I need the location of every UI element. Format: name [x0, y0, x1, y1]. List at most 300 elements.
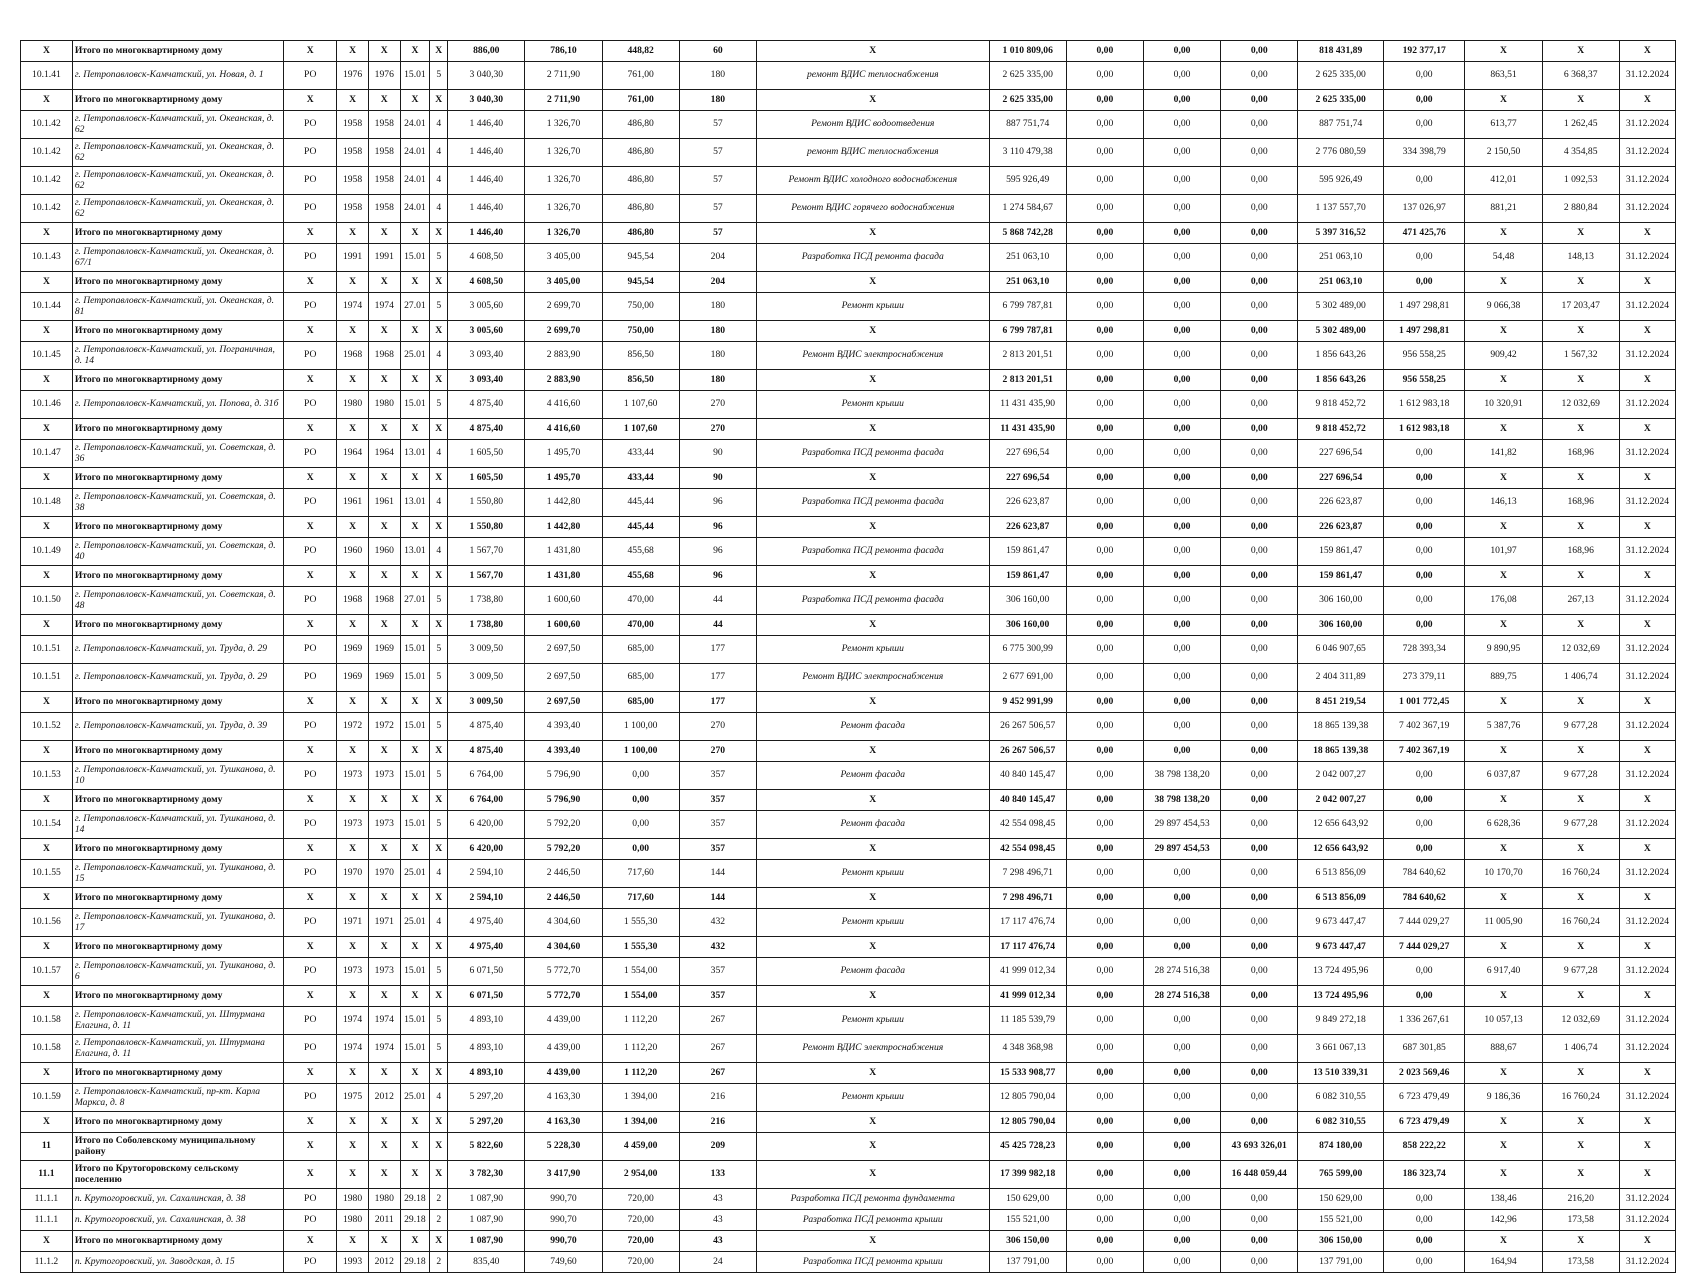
cell-cost-per-sqm: X	[1465, 986, 1542, 1007]
cell-municipal-budget: 0,00	[1221, 321, 1298, 342]
cell-total-area: 1 567,70	[448, 538, 525, 566]
cell-year-built: X	[337, 790, 369, 811]
cell-total-area: 835,40	[448, 1252, 525, 1273]
cell-max-cost-per-sqm: 16 760,24	[1542, 909, 1619, 937]
cell-residents: 96	[679, 538, 756, 566]
cell-total-cost: 42 554 098,45	[989, 839, 1066, 860]
cell-total-area: 4 893,10	[448, 1035, 525, 1063]
cell-year-built: 1973	[337, 762, 369, 790]
cell-deadline: X	[1619, 741, 1675, 762]
cell-number: X	[21, 888, 73, 909]
cell-work-type: X	[756, 517, 989, 538]
cell-regional-budget: 0,00	[1143, 195, 1220, 223]
cell-residents: 270	[679, 391, 756, 419]
cell-total-cost: 1 274 584,67	[989, 195, 1066, 223]
cell-other-funds: 956 558,25	[1384, 370, 1465, 391]
cell-work-type: X	[756, 615, 989, 636]
cell-work-type: X	[756, 468, 989, 489]
cell-max-cost-per-sqm: 12 032,69	[1542, 636, 1619, 664]
cell-federal-fund: 0,00	[1066, 272, 1143, 293]
cell-federal-fund: 0,00	[1066, 1007, 1143, 1035]
cell-number: 10.1.53	[21, 762, 73, 790]
cell-cost-per-sqm: 909,42	[1465, 342, 1542, 370]
cell-work-type: X	[756, 419, 989, 440]
cell-address: г. Петропавловск-Камчатский, ул. Тушканова, д. 6	[72, 958, 284, 986]
cell-number: 10.1.42	[21, 111, 73, 139]
cell-floors: 5	[430, 762, 448, 790]
cell-residential-area: 4 416,60	[525, 419, 602, 440]
cell-year-renovated: X	[368, 692, 400, 713]
cell-year-renovated: 2012	[368, 1252, 400, 1273]
cell-owner: X	[284, 986, 337, 1007]
cell-residents: 432	[679, 937, 756, 958]
cell-regional-budget: 0,00	[1143, 566, 1220, 587]
cell-owner-funds: 306 160,00	[1298, 587, 1384, 615]
cell-residential-area: 4 393,40	[525, 741, 602, 762]
cell-municipal-budget: 0,00	[1221, 391, 1298, 419]
cell-regional-budget: 0,00	[1143, 713, 1220, 741]
cell-deadline: X	[1619, 1133, 1675, 1161]
cell-federal-fund: 0,00	[1066, 517, 1143, 538]
cell-federal-fund: 0,00	[1066, 41, 1143, 62]
cell-floors: 5	[430, 811, 448, 839]
cell-year-renovated: X	[368, 468, 400, 489]
cell-deadline: 31.12.2024	[1619, 664, 1675, 692]
cell-year-built: 1968	[337, 342, 369, 370]
cell-address: г. Петропавловск-Камчатский, ул. Штурмана Елагина, д. 11	[72, 1035, 284, 1063]
cell-cost-per-sqm: 10 320,91	[1465, 391, 1542, 419]
cell-floors: 4	[430, 440, 448, 468]
cell-max-cost-per-sqm: 267,13	[1542, 587, 1619, 615]
cell-address: г. Петропавловск-Камчатский, ул. Тушканова, д. 14	[72, 811, 284, 839]
cell-municipal-budget: 16 448 059,44	[1221, 1161, 1298, 1189]
cell-residential-area: 990,70	[525, 1231, 602, 1252]
cell-municipal-budget: 43 693 326,01	[1221, 1133, 1298, 1161]
cell-work-type: ремонт ВДИС теплоснабжения	[756, 139, 989, 167]
cell-floors: X	[430, 419, 448, 440]
cell-municipal-budget: 0,00	[1221, 664, 1298, 692]
cell-year-renovated: X	[368, 1063, 400, 1084]
cell-owner: X	[284, 615, 337, 636]
cell-common-area: 1 555,30	[602, 937, 679, 958]
cell-municipal-budget: 0,00	[1221, 1035, 1298, 1063]
cell-other-funds: 0,00	[1384, 958, 1465, 986]
cell-residents: 180	[679, 90, 756, 111]
cell-wall-type: 29.18	[400, 1252, 430, 1273]
cell-work-type: Ремонт ВДИС электроснабжения	[756, 342, 989, 370]
cell-residents: 204	[679, 272, 756, 293]
cell-number: 10.1.48	[21, 489, 73, 517]
cell-residents: 180	[679, 293, 756, 321]
cell-address: Итого по многоквартирному дому	[72, 41, 284, 62]
table-row	[21, 1084, 1676, 1112]
cell-work-type: X	[756, 90, 989, 111]
cell-year-built: X	[337, 888, 369, 909]
cell-other-funds: 784 640,62	[1384, 888, 1465, 909]
cell-deadline: X	[1619, 272, 1675, 293]
cell-municipal-budget: 0,00	[1221, 1007, 1298, 1035]
cell-total-cost: 251 063,10	[989, 244, 1066, 272]
cell-other-funds: 0,00	[1384, 1252, 1465, 1273]
cell-wall-type: X	[400, 1063, 430, 1084]
cell-wall-type: X	[400, 517, 430, 538]
cell-owner: РО	[284, 664, 337, 692]
cell-residents: 96	[679, 489, 756, 517]
cell-total-cost: 137 791,00	[989, 1252, 1066, 1273]
table-row	[21, 293, 1676, 321]
cell-deadline: 31.12.2024	[1619, 342, 1675, 370]
cell-municipal-budget: 0,00	[1221, 1231, 1298, 1252]
cell-residential-area: 1 326,70	[525, 139, 602, 167]
cell-max-cost-per-sqm: 216,20	[1542, 1189, 1619, 1210]
cell-municipal-budget: 0,00	[1221, 1210, 1298, 1231]
cell-regional-budget: 0,00	[1143, 111, 1220, 139]
cell-total-area: 6 764,00	[448, 762, 525, 790]
table-row	[21, 342, 1676, 370]
cell-regional-budget: 0,00	[1143, 1007, 1220, 1035]
cell-residents: 209	[679, 1133, 756, 1161]
cell-federal-fund: 0,00	[1066, 419, 1143, 440]
cell-number: 10.1.42	[21, 139, 73, 167]
cell-other-funds: 0,00	[1384, 489, 1465, 517]
cell-total-cost: 45 425 728,23	[989, 1133, 1066, 1161]
cell-residents: 177	[679, 664, 756, 692]
cell-cost-per-sqm: 10 057,13	[1465, 1007, 1542, 1035]
cell-residents: 43	[679, 1189, 756, 1210]
cell-number: 11	[21, 1133, 73, 1161]
cell-other-funds: 0,00	[1384, 790, 1465, 811]
cell-work-type: X	[756, 1161, 989, 1189]
cell-floors: X	[430, 223, 448, 244]
cell-year-renovated: 1974	[368, 293, 400, 321]
cell-owner: РО	[284, 1189, 337, 1210]
cell-federal-fund: 0,00	[1066, 440, 1143, 468]
cell-owner: РО	[284, 636, 337, 664]
cell-municipal-budget: 0,00	[1221, 111, 1298, 139]
cell-work-type: Ремонт ВДИС электроснабжения	[756, 1035, 989, 1063]
cell-federal-fund: 0,00	[1066, 909, 1143, 937]
cell-deadline: 31.12.2024	[1619, 909, 1675, 937]
cell-common-area: 685,00	[602, 664, 679, 692]
cell-residential-area: 5 792,20	[525, 811, 602, 839]
cell-cost-per-sqm: 142,96	[1465, 1210, 1542, 1231]
cell-number: 10.1.42	[21, 167, 73, 195]
cell-regional-budget: 0,00	[1143, 139, 1220, 167]
cell-cost-per-sqm: X	[1465, 1161, 1542, 1189]
cell-floors: X	[430, 272, 448, 293]
cell-municipal-budget: 0,00	[1221, 937, 1298, 958]
cell-owner: РО	[284, 62, 337, 90]
cell-year-renovated: 1958	[368, 195, 400, 223]
cell-other-funds: 0,00	[1384, 1210, 1465, 1231]
cell-floors: 5	[430, 1007, 448, 1035]
cell-wall-type: 15.01	[400, 958, 430, 986]
cell-deadline: 31.12.2024	[1619, 139, 1675, 167]
cell-residential-area: 4 439,00	[525, 1063, 602, 1084]
table-row	[21, 1210, 1676, 1231]
cell-number: 10.1.47	[21, 440, 73, 468]
cell-year-renovated: X	[368, 517, 400, 538]
cell-owner-funds: 227 696,54	[1298, 440, 1384, 468]
cell-work-type: X	[756, 888, 989, 909]
cell-common-area: 1 554,00	[602, 958, 679, 986]
cell-floors: 4	[430, 909, 448, 937]
total-row	[21, 517, 1676, 538]
cell-residents: 43	[679, 1231, 756, 1252]
cell-total-area: 4 608,50	[448, 244, 525, 272]
cell-floors: X	[430, 1231, 448, 1252]
cell-wall-type: 25.01	[400, 909, 430, 937]
cell-residents: 57	[679, 167, 756, 195]
cell-other-funds: 0,00	[1384, 440, 1465, 468]
cell-total-cost: 5 868 742,28	[989, 223, 1066, 244]
cell-common-area: 486,80	[602, 111, 679, 139]
cell-work-type: Разработка ПСД ремонта крыши	[756, 1210, 989, 1231]
cell-year-renovated: 1972	[368, 713, 400, 741]
cell-residents: 357	[679, 811, 756, 839]
cell-number: 11.1.1	[21, 1189, 73, 1210]
table-row	[21, 587, 1676, 615]
cell-floors: X	[430, 888, 448, 909]
cell-year-renovated: 1980	[368, 1189, 400, 1210]
cell-wall-type: X	[400, 566, 430, 587]
cell-wall-type: 25.01	[400, 1084, 430, 1112]
cell-other-funds: 0,00	[1384, 839, 1465, 860]
cell-owner-funds: 887 751,74	[1298, 111, 1384, 139]
cell-owner-funds: 9 818 452,72	[1298, 419, 1384, 440]
total-row	[21, 272, 1676, 293]
cell-owner-funds: 1 856 643,26	[1298, 370, 1384, 391]
cell-floors: X	[430, 517, 448, 538]
cell-owner: РО	[284, 391, 337, 419]
cell-common-area: 486,80	[602, 167, 679, 195]
cell-max-cost-per-sqm: 9 677,28	[1542, 958, 1619, 986]
cell-owner-funds: 12 656 643,92	[1298, 811, 1384, 839]
cell-municipal-budget: 0,00	[1221, 244, 1298, 272]
cell-residents: 180	[679, 321, 756, 342]
cell-municipal-budget: 0,00	[1221, 692, 1298, 713]
cell-deadline: X	[1619, 790, 1675, 811]
cell-owner-funds: 765 599,00	[1298, 1161, 1384, 1189]
cell-year-built: 1980	[337, 391, 369, 419]
table-row	[21, 62, 1676, 90]
cell-year-renovated: 1974	[368, 1035, 400, 1063]
cell-owner-funds: 9 849 272,18	[1298, 1007, 1384, 1035]
cell-total-area: 6 420,00	[448, 811, 525, 839]
cell-other-funds: 0,00	[1384, 986, 1465, 1007]
cell-work-type: X	[756, 566, 989, 587]
cell-year-renovated: 1960	[368, 538, 400, 566]
cell-floors: 5	[430, 293, 448, 321]
cell-floors: 4	[430, 342, 448, 370]
cell-owner-funds: 9 818 452,72	[1298, 391, 1384, 419]
cell-owner: X	[284, 1063, 337, 1084]
cell-address: г. Петропавловск-Камчатский, ул. Труда, д. 29	[72, 664, 284, 692]
cell-regional-budget: 0,00	[1143, 692, 1220, 713]
cell-regional-budget: 0,00	[1143, 1252, 1220, 1273]
cell-residents: 43	[679, 1210, 756, 1231]
cell-residential-area: 786,10	[525, 41, 602, 62]
cell-total-area: 5 297,20	[448, 1112, 525, 1133]
cell-other-funds: 784 640,62	[1384, 860, 1465, 888]
cell-max-cost-per-sqm: X	[1542, 986, 1619, 1007]
cell-owner: X	[284, 839, 337, 860]
cell-number: 10.1.55	[21, 860, 73, 888]
cell-number: 10.1.51	[21, 664, 73, 692]
cell-address: п. Крутогоровский, ул. Сахалинская, д. 38	[72, 1189, 284, 1210]
cell-total-area: 3 005,60	[448, 293, 525, 321]
cell-federal-fund: 0,00	[1066, 1084, 1143, 1112]
cell-number: 10.1.46	[21, 391, 73, 419]
cell-address: г. Петропавловск-Камчатский, ул. Советская, д. 38	[72, 489, 284, 517]
cell-owner-funds: 874 180,00	[1298, 1133, 1384, 1161]
cell-other-funds: 0,00	[1384, 517, 1465, 538]
cell-total-area: 1 446,40	[448, 139, 525, 167]
table-row	[21, 538, 1676, 566]
cell-address: Итого по многоквартирному дому	[72, 321, 284, 342]
cell-max-cost-per-sqm: 1 567,32	[1542, 342, 1619, 370]
cell-total-area: 4 608,50	[448, 272, 525, 293]
cell-residents: 57	[679, 111, 756, 139]
cell-deadline: 31.12.2024	[1619, 762, 1675, 790]
cell-common-area: 445,44	[602, 489, 679, 517]
cell-total-area: 3 009,50	[448, 664, 525, 692]
cell-cost-per-sqm: X	[1465, 1133, 1542, 1161]
cell-residents: 96	[679, 566, 756, 587]
cell-owner-funds: 9 673 447,47	[1298, 937, 1384, 958]
cell-total-cost: 40 840 145,47	[989, 762, 1066, 790]
cell-wall-type: X	[400, 90, 430, 111]
cell-cost-per-sqm: 6 037,87	[1465, 762, 1542, 790]
cell-max-cost-per-sqm: 1 406,74	[1542, 664, 1619, 692]
cell-residents: 270	[679, 713, 756, 741]
cell-total-cost: 42 554 098,45	[989, 811, 1066, 839]
cell-cost-per-sqm: X	[1465, 41, 1542, 62]
cell-cost-per-sqm: 54,48	[1465, 244, 1542, 272]
cell-work-type: X	[756, 692, 989, 713]
cell-work-type: Ремонт крыши	[756, 909, 989, 937]
cell-residents: 44	[679, 587, 756, 615]
cell-common-area: 486,80	[602, 139, 679, 167]
table-row	[21, 636, 1676, 664]
cell-number: X	[21, 1063, 73, 1084]
cell-federal-fund: 0,00	[1066, 139, 1143, 167]
cell-owner-funds: 306 150,00	[1298, 1231, 1384, 1252]
total-row	[21, 1161, 1676, 1189]
cell-year-renovated: X	[368, 90, 400, 111]
cell-cost-per-sqm: 613,77	[1465, 111, 1542, 139]
cell-municipal-budget: 0,00	[1221, 370, 1298, 391]
cell-floors: X	[430, 90, 448, 111]
cell-owner: X	[284, 566, 337, 587]
cell-work-type: X	[756, 1231, 989, 1252]
cell-federal-fund: 0,00	[1066, 587, 1143, 615]
cell-residential-area: 2 697,50	[525, 636, 602, 664]
cell-floors: X	[430, 790, 448, 811]
cell-cost-per-sqm: X	[1465, 419, 1542, 440]
cell-cost-per-sqm: X	[1465, 1231, 1542, 1252]
cell-owner-funds: 18 865 139,38	[1298, 713, 1384, 741]
cell-total-area: 2 594,10	[448, 888, 525, 909]
cell-max-cost-per-sqm: 1 406,74	[1542, 1035, 1619, 1063]
cell-total-cost: 227 696,54	[989, 468, 1066, 489]
cell-owner-funds: 5 397 316,52	[1298, 223, 1384, 244]
cell-work-type: Разработка ПСД ремонта фасада	[756, 440, 989, 468]
cell-number: X	[21, 839, 73, 860]
cell-residential-area: 4 393,40	[525, 713, 602, 741]
cell-total-cost: 1 010 809,06	[989, 41, 1066, 62]
cell-wall-type: 15.01	[400, 664, 430, 692]
cell-common-area: 750,00	[602, 293, 679, 321]
cell-cost-per-sqm: 9 890,95	[1465, 636, 1542, 664]
table-row	[21, 111, 1676, 139]
cell-total-cost: 159 861,47	[989, 566, 1066, 587]
cell-residents: 270	[679, 419, 756, 440]
cell-deadline: X	[1619, 566, 1675, 587]
cell-total-cost: 6 775 300,99	[989, 636, 1066, 664]
cell-regional-budget: 0,00	[1143, 370, 1220, 391]
cell-work-type: Ремонт ВДИС электроснабжения	[756, 664, 989, 692]
cell-residential-area: 2 883,90	[525, 370, 602, 391]
cell-municipal-budget: 0,00	[1221, 741, 1298, 762]
cell-work-type: Ремонт крыши	[756, 391, 989, 419]
cell-total-cost: 2 677 691,00	[989, 664, 1066, 692]
cell-year-built: 1961	[337, 489, 369, 517]
cell-year-built: 1969	[337, 664, 369, 692]
cell-total-area: 3 093,40	[448, 370, 525, 391]
cell-wall-type: 15.01	[400, 62, 430, 90]
cell-address: г. Петропавловск-Камчатский, ул. Тушканова, д. 17	[72, 909, 284, 937]
cell-other-funds: 1 497 298,81	[1384, 293, 1465, 321]
cell-common-area: 1 112,20	[602, 1063, 679, 1084]
cell-deadline: 31.12.2024	[1619, 587, 1675, 615]
cell-number: X	[21, 468, 73, 489]
cell-year-built: 1974	[337, 293, 369, 321]
cell-other-funds: 0,00	[1384, 1231, 1465, 1252]
cell-regional-budget: 28 274 516,38	[1143, 986, 1220, 1007]
cell-year-built: X	[337, 937, 369, 958]
cell-number: X	[21, 41, 73, 62]
cell-regional-budget: 0,00	[1143, 1161, 1220, 1189]
cell-municipal-budget: 0,00	[1221, 167, 1298, 195]
cell-residents: 357	[679, 986, 756, 1007]
cell-address: г. Петропавловск-Камчатский, ул. Тушканова, д. 15	[72, 860, 284, 888]
cell-municipal-budget: 0,00	[1221, 566, 1298, 587]
cell-max-cost-per-sqm: X	[1542, 1112, 1619, 1133]
cell-residents: 57	[679, 223, 756, 244]
cell-max-cost-per-sqm: 4 354,85	[1542, 139, 1619, 167]
total-row	[21, 1231, 1676, 1252]
cell-address: Итого по многоквартирному дому	[72, 370, 284, 391]
cell-max-cost-per-sqm: 16 760,24	[1542, 860, 1619, 888]
cell-year-built: 1980	[337, 1189, 369, 1210]
table-row	[21, 909, 1676, 937]
cell-regional-budget: 0,00	[1143, 1035, 1220, 1063]
cell-municipal-budget: 0,00	[1221, 636, 1298, 664]
cell-total-cost: 7 298 496,71	[989, 860, 1066, 888]
cell-total-cost: 12 805 790,04	[989, 1084, 1066, 1112]
cell-year-renovated: 1971	[368, 909, 400, 937]
table-row	[21, 1035, 1676, 1063]
cell-regional-budget: 0,00	[1143, 342, 1220, 370]
cell-other-funds: 956 558,25	[1384, 342, 1465, 370]
cell-owner: X	[284, 1112, 337, 1133]
cell-cost-per-sqm: X	[1465, 790, 1542, 811]
cell-cost-per-sqm: 6 917,40	[1465, 958, 1542, 986]
cell-residents: 177	[679, 692, 756, 713]
cell-cost-per-sqm: 863,51	[1465, 62, 1542, 90]
cell-address: Итого по многоквартирному дому	[72, 986, 284, 1007]
